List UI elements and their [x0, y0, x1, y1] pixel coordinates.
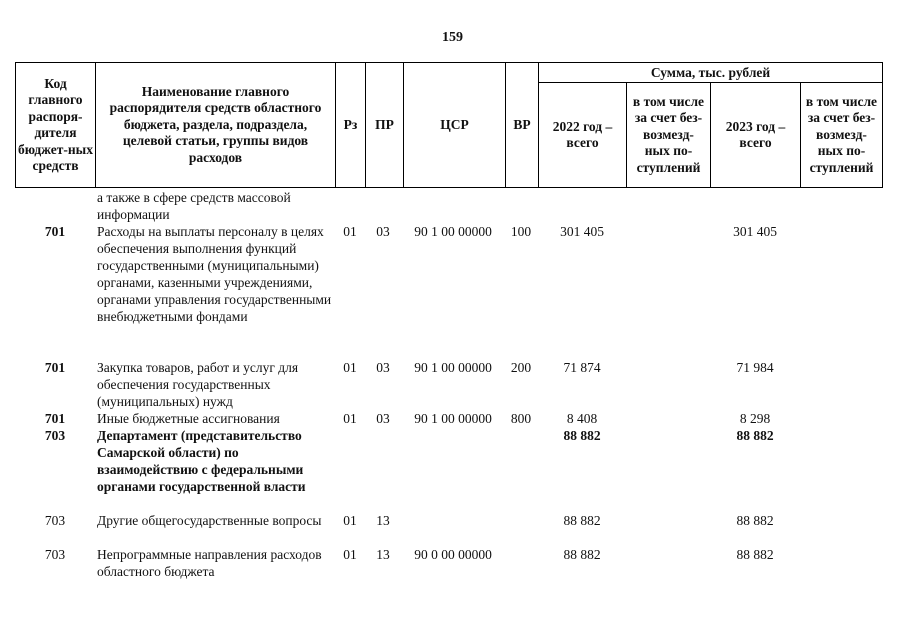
row-name: Другие общегосударственные вопросы: [97, 513, 322, 528]
row-kod: 703: [44, 428, 66, 443]
row-csr: 90 1 00 00000: [414, 411, 492, 426]
page-number: 159: [442, 30, 463, 45]
table-header: [15, 62, 883, 188]
row-pr: 03: [376, 411, 390, 426]
row-sum-2023: 88 882: [736, 428, 774, 443]
row-sum-2022: 88 882: [563, 513, 601, 528]
header-sum: Сумма, тыс. рублей: [539, 63, 882, 83]
row-kod: 701: [44, 224, 66, 239]
row-sum-2023: 88 882: [736, 513, 774, 528]
row-pr: 03: [376, 360, 390, 375]
row-pr: 13: [376, 513, 390, 528]
header-kod: Код главного распоря-дителя бюджет-ных средств: [16, 63, 96, 187]
table-row: [15, 189, 883, 223]
header-vr: ВР: [506, 63, 539, 187]
row-name: Департамент (представительство Самарской области) по взаимодействию с федеральными органами государственной власти: [97, 428, 306, 494]
row-sum-2023: 71 984: [736, 360, 774, 375]
row-rz: 01: [343, 360, 357, 375]
row-name: а также в сфере средств массовой информации: [97, 190, 291, 222]
row-sum-2022: 88 882: [563, 428, 601, 443]
row-kod: 701: [44, 411, 66, 426]
row-csr: 90 1 00 00000: [414, 360, 492, 375]
header-csr: ЦСР: [404, 63, 506, 187]
row-vr: 200: [510, 360, 532, 375]
row-kod: 703: [44, 547, 66, 562]
header-2023-free: в том числе за счет без-возмезд-ных по-ступлений: [805, 93, 878, 175]
row-sum-2023: 8 298: [739, 411, 771, 426]
table-row: [15, 223, 883, 359]
table-row: [15, 427, 883, 512]
row-rz: 01: [343, 513, 357, 528]
table-body: [15, 189, 883, 580]
row-sum-2022: 88 882: [563, 547, 601, 562]
row-rz: 01: [343, 547, 357, 562]
row-name: Закупка товаров, работ и услуг для обеспечения государственных (муниципальных) нужд: [97, 360, 299, 409]
table-row: [15, 512, 883, 546]
header-2022-free: в том числе за счет без-возмезд-ных по-ступлений: [627, 83, 711, 187]
row-kod: 701: [44, 360, 66, 375]
row-csr: 90 0 00 00000: [414, 547, 492, 562]
row-rz: 01: [343, 224, 357, 239]
table-row: [15, 410, 883, 427]
row-name: Расходы на выплаты персоналу в целях обеспечения выполнения функций государственными (муниципальными) органами, казенными учреждениями, органами управления государственными внебюджетными фондами: [97, 224, 332, 324]
header-pr: ПР: [366, 63, 404, 187]
table-row: [15, 546, 883, 580]
header-name: Наименование главного распорядителя средств областного бюджета, раздела, подраздела, целевой статьи, группы видов расходов: [96, 63, 336, 187]
row-pr: 13: [376, 547, 390, 562]
row-sum-2022: 301 405: [560, 224, 604, 239]
row-csr: 90 1 00 00000: [414, 224, 492, 239]
row-name: Иные бюджетные ассигнования: [97, 411, 280, 426]
row-sum-2023: 88 882: [736, 547, 774, 562]
header-2022-total: 2022 год – всего: [539, 83, 627, 187]
row-sum-2023: 301 405: [733, 224, 777, 239]
row-sum-2022: 71 874: [563, 360, 601, 375]
row-pr: 03: [376, 224, 390, 239]
table-row: [15, 359, 883, 410]
row-name: Непрограммные направления расходов областного бюджета: [97, 547, 322, 579]
row-kod: 703: [44, 513, 66, 528]
row-rz: 01: [343, 411, 357, 426]
row-vr: 800: [510, 411, 532, 426]
header-2023-total: 2023 год – всего: [711, 83, 801, 187]
row-vr: 100: [510, 224, 532, 239]
row-sum-2022: 8 408: [566, 411, 598, 426]
header-rz: Рз: [336, 63, 366, 187]
